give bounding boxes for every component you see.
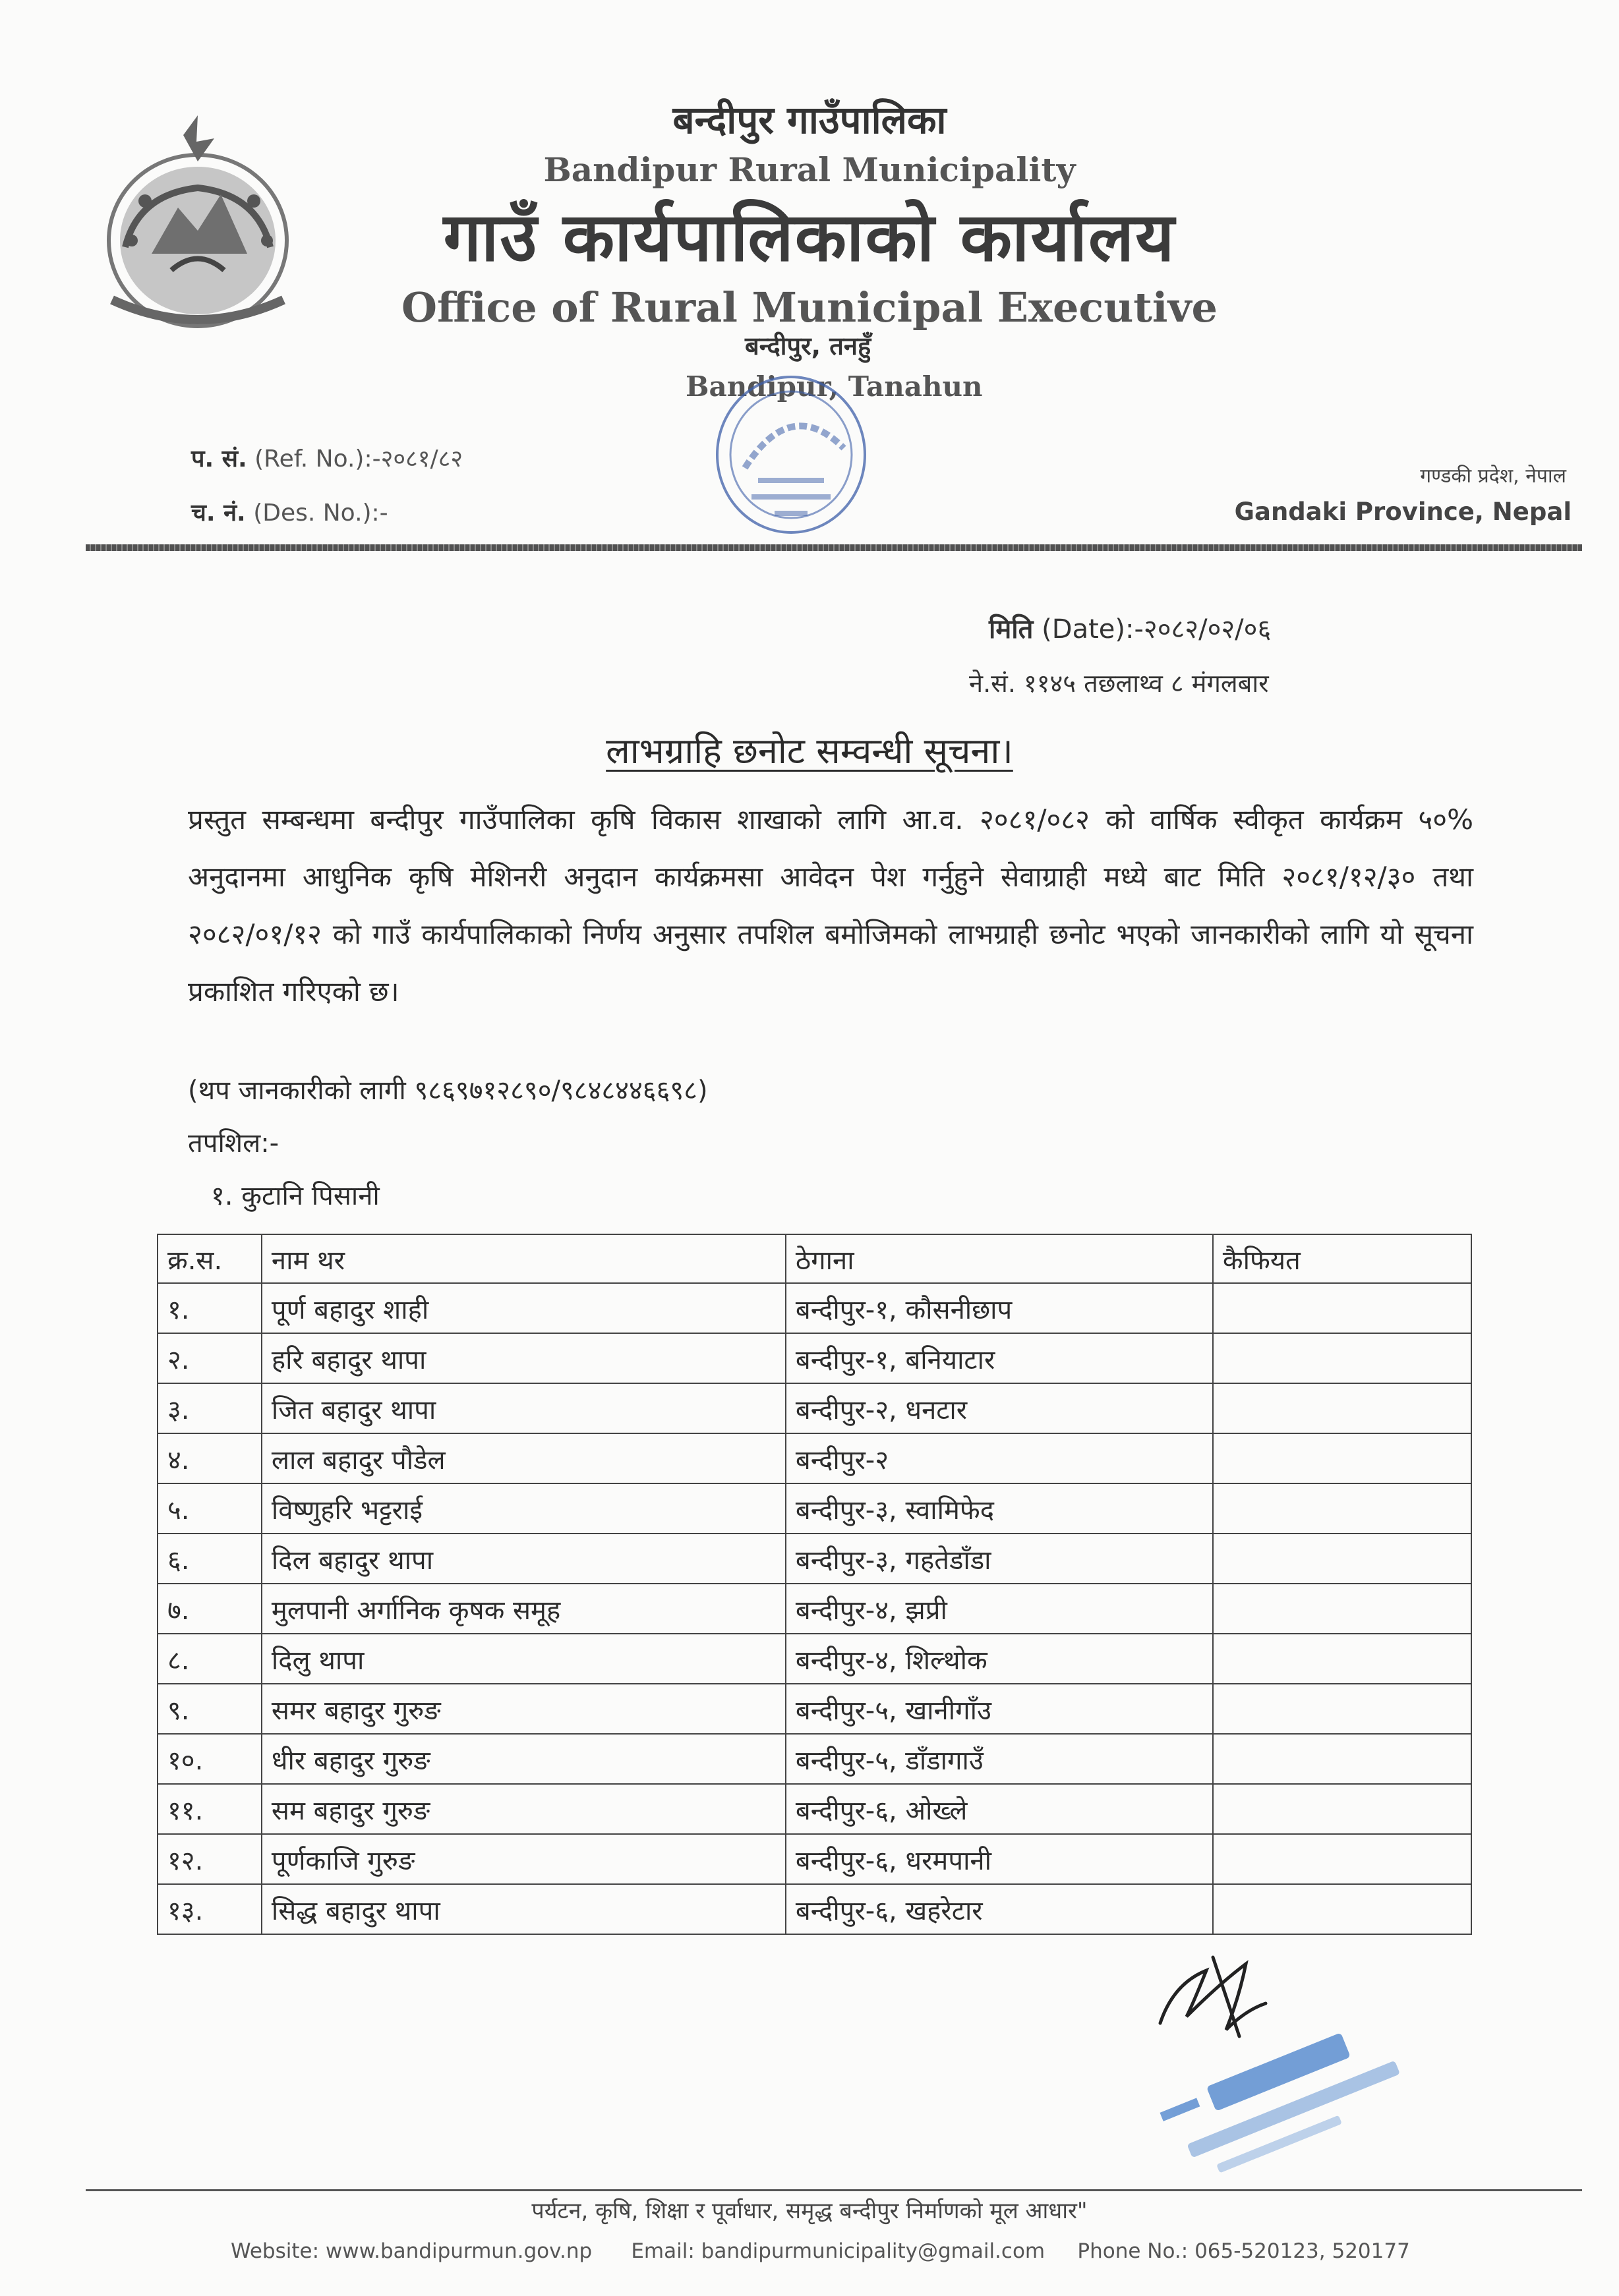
- col-header-remarks: कैफियत: [1213, 1234, 1471, 1283]
- cell-remarks: [1213, 1534, 1471, 1584]
- contact-numbers: (थप जानकारीको लागी ९८६९७१२८९०/९८४८४४६६९८): [188, 1076, 708, 1106]
- cell-sn: १.: [158, 1283, 262, 1333]
- table-row: [158, 1634, 1471, 1684]
- footer-divider: [86, 2189, 1582, 2191]
- cell-name: जित बहादुर थापा: [262, 1383, 786, 1433]
- cell-address: बन्दीपुर-२: [786, 1433, 1213, 1483]
- province-np: गण्डकी प्रदेश, नेपाल: [1420, 465, 1566, 488]
- col-header-address: ठेगाना: [786, 1234, 1213, 1283]
- cell-name: सिद्ध बहादुर थापा: [262, 1884, 786, 1934]
- cell-sn: १२.: [158, 1834, 262, 1884]
- office-name-en: Office of Rural Municipal Executive: [401, 283, 1218, 331]
- table-row: [158, 1884, 1471, 1934]
- cell-address: बन्दीपुर-४, शिल्थोक: [786, 1634, 1213, 1684]
- office-name-np: गाउँ कार्यपालिकाको कार्यालय: [443, 198, 1176, 277]
- cell-address: बन्दीपुर-१, बनियाटार: [786, 1333, 1213, 1383]
- cell-name: सम बहादुर गुरुङ: [262, 1784, 786, 1834]
- website-link[interactable]: www.bandipurmun.gov.np: [325, 2239, 593, 2263]
- municipality-name-en: Bandipur Rural Municipality: [543, 150, 1076, 189]
- cell-name: समर बहादुर गुरुङ: [262, 1684, 786, 1734]
- nepal-sambat-date: ने.सं. ११४५ तछलाथ्व ८ मंगलबार: [969, 669, 1269, 698]
- cell-sn: ६.: [158, 1534, 262, 1584]
- col-header-name: नाम थर: [262, 1234, 786, 1283]
- despatch-number: च. नं. (Des. No.):-: [191, 500, 388, 527]
- cell-sn: ९.: [158, 1684, 262, 1734]
- cell-sn: ११.: [158, 1784, 262, 1834]
- cell-address: बन्दीपुर-१, कौसनीछाप: [786, 1283, 1213, 1333]
- table-row: [158, 1433, 1471, 1483]
- cell-address: बन्दीपुर-३, गहतेडाँडा: [786, 1534, 1213, 1584]
- header-divider: [86, 544, 1582, 551]
- cell-remarks: [1213, 1634, 1471, 1684]
- cell-remarks: [1213, 1333, 1471, 1383]
- cell-remarks: [1213, 1283, 1471, 1333]
- table-header-row: [158, 1234, 1471, 1283]
- cell-sn: १३.: [158, 1884, 262, 1934]
- cell-name: मुलपानी अर्गानिक कृषक समूह: [262, 1584, 786, 1634]
- cell-sn: १०.: [158, 1734, 262, 1784]
- footer-contact-line: Website: www.bandipurmun.gov.np Email: bandipurmunicipality@gmail.com Phone No.: 065-520123, 520177: [231, 2239, 1410, 2263]
- cell-remarks: [1213, 1734, 1471, 1784]
- notice-subject: लाभग्राहि छनोट सम्वन्धी सूचना।: [606, 730, 1013, 772]
- officer-name-stamp: [1121, 2010, 1463, 2201]
- footer-motto: पर्यटन, कृषि, शिक्षा र पूर्वाधार, समृद्ध बन्दीपुर निर्माणको मूल आधार": [531, 2198, 1088, 2224]
- table-row: [158, 1483, 1471, 1534]
- table-row: [158, 1333, 1471, 1383]
- cell-address: बन्दीपुर-५, डाँडागाउँ: [786, 1734, 1213, 1784]
- cell-name: दिल बहादुर थापा: [262, 1534, 786, 1584]
- email-link[interactable]: bandipurmunicipality@gmail.com: [701, 2239, 1045, 2263]
- cell-sn: ३.: [158, 1383, 262, 1433]
- col-header-sn: क्र.स.: [158, 1234, 262, 1283]
- cell-remarks: [1213, 1483, 1471, 1534]
- phone-number: 065-520123, 520177: [1194, 2239, 1410, 2263]
- municipality-name-np: बन्दीपुर गाउँपालिका: [672, 98, 947, 142]
- cell-remarks: [1213, 1584, 1471, 1634]
- table-row: [158, 1534, 1471, 1584]
- table-row: [158, 1734, 1471, 1784]
- office-seal-stamp: [712, 369, 870, 547]
- cell-name: पूर्णकाजि गुरुङ: [262, 1834, 786, 1884]
- table-row: [158, 1784, 1471, 1834]
- cell-sn: ४.: [158, 1433, 262, 1483]
- cell-address: बन्दीपुर-२, धनटार: [786, 1383, 1213, 1433]
- beneficiary-table: [157, 1234, 1472, 1935]
- letter-date: मिति (Date):-२०८२/०२/०६: [989, 614, 1272, 645]
- cell-remarks: [1213, 1784, 1471, 1834]
- cell-name: विष्णुहरि भट्टराई: [262, 1483, 786, 1534]
- cell-address: बन्दीपुर-६, खहरेटार: [786, 1884, 1213, 1934]
- notice-body: प्रस्तुत सम्बन्धमा बन्दीपुर गाउँपालिका कृषि विकास शाखाको लागि आ.व. २०८१/०८२ को वार्षिक स्वीकृत कार्यक्रम ५०% अनुदानमा आधुनिक कृषि मेशिनरी अनुदान कार्यक्रमसा आवेदन पेश गर्नुहुने सेवाग्राही मध्ये बाट मिति २०८१/१२/३० तथा २०८२/०१/१२ को गाउँ कार्यपालिकाको निर्णय अनुसार तपशिल बमोजिमको लाभग्राही छनोट भएको जानकारीको लागि यो सूचना प्रकाशित गरिएको छ।: [188, 803, 1473, 1008]
- cell-sn: ८.: [158, 1634, 262, 1684]
- section-title: १. कुटानि पिसानी: [211, 1181, 380, 1211]
- table-row: [158, 1834, 1471, 1884]
- cell-address: बन्दीपुर-४, झप्री: [786, 1584, 1213, 1634]
- cell-address: बन्दीपुर-६, ओख्ले: [786, 1784, 1213, 1834]
- table-row: [158, 1684, 1471, 1734]
- table-row: [158, 1584, 1471, 1634]
- cell-address: बन्दीपुर-३, स्वामिफेद: [786, 1483, 1213, 1534]
- cell-sn: २.: [158, 1333, 262, 1383]
- province-en: Gandaki Province, Nepal: [1234, 498, 1572, 526]
- address-en: Bandipur, Tanahun: [686, 370, 983, 403]
- table-row: [158, 1383, 1471, 1433]
- table-row: [158, 1283, 1471, 1333]
- reference-number: प. सं. (Ref. No.):-२०८१/८२: [191, 445, 463, 473]
- cell-remarks: [1213, 1684, 1471, 1734]
- cell-address: बन्दीपुर-६, धरमपानी: [786, 1834, 1213, 1884]
- cell-sn: ७.: [158, 1584, 262, 1634]
- cell-name: पूर्ण बहादुर शाही: [262, 1283, 786, 1333]
- cell-name: दिलु थापा: [262, 1634, 786, 1684]
- cell-name: हरि बहादुर थापा: [262, 1333, 786, 1383]
- details-label: तपशिल:-: [188, 1128, 280, 1159]
- cell-address: बन्दीपुर-५, खानीगाँउ: [786, 1684, 1213, 1734]
- cell-remarks: [1213, 1884, 1471, 1934]
- address-np: बन्दीपुर, तनहुँ: [745, 331, 871, 360]
- cell-name: धीर बहादुर गुरुङ: [262, 1734, 786, 1784]
- cell-remarks: [1213, 1383, 1471, 1433]
- cell-sn: ५.: [158, 1483, 262, 1534]
- cell-name: लाल बहादुर पौडेल: [262, 1433, 786, 1483]
- cell-remarks: [1213, 1834, 1471, 1884]
- cell-remarks: [1213, 1433, 1471, 1483]
